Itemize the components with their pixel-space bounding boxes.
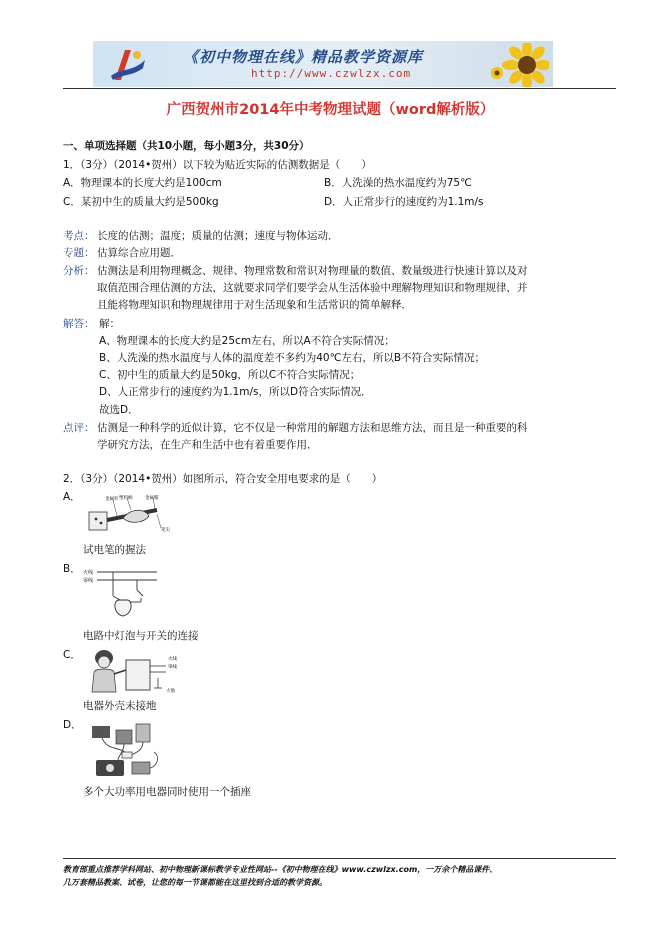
q1-kaodian-label: 考点：	[63, 230, 95, 242]
q2-stem: 2．（3分）（2014•贺州）如图所示，符合安全用电要求的是（ ）	[63, 473, 383, 485]
q1-kaodian: 长度的估测；温度；质量的估测；速度与物体运动．	[97, 230, 339, 242]
q2-option-d-caption: 多个大功率用电器同时使用一个插座	[83, 786, 251, 798]
sunflower-icon	[489, 43, 549, 87]
q1-fenxi-label: 分析：	[63, 265, 95, 277]
fig-a-label-plastic: 塑料柄	[119, 496, 133, 501]
q2-option-d-letter: D．	[63, 719, 82, 731]
site-logo-icon	[107, 46, 147, 82]
q1-option-a: A．物理课本的长度大约是100cm	[63, 177, 222, 189]
q2-option-a-letter: A．	[63, 491, 81, 503]
q1-fenxi-line3: 且能将物理知识和物理规律用于对生活现象和生活常识的简单解释．	[97, 299, 412, 311]
footer-rule	[63, 858, 616, 859]
fig-a-label-rod: 金属杆	[105, 497, 119, 502]
fig-a-label-cap: 金属帽	[145, 496, 159, 501]
fig-c-label-neutral: 零线	[168, 665, 177, 670]
fig-a-label-tip: 笔尖	[161, 528, 170, 532]
q2-option-b-letter: B．	[63, 563, 81, 575]
section-heading: 一、单项选择题（共10小题，每小题3分，共30分）	[63, 140, 310, 152]
lamp-switch-circuit-figure	[83, 566, 158, 621]
q1-dianping-line2: 学研究方法，在生产和生活中也有着重要作用．	[97, 439, 318, 451]
q1-fenxi-line1: 估测法是利用物理概念、规律、物理常数和常识对物理量的数值、数量级进行快速计算以及对	[97, 265, 528, 277]
q1-dianping-line1: 估测是一种科学的近似计算，它不仅是一种常用的解题方法和思维方法，而且是一种重要的科	[97, 422, 528, 434]
q1-zhuanti-label: 专题：	[63, 247, 95, 259]
q1-zhuanti: 估算综合应用题．	[97, 247, 181, 259]
ungrounded-appliance-figure	[88, 648, 183, 694]
footer-line-1: 教育部重点推荐学科网站、初中物理新课标教学专业性网站--《初中物理在线》www.czwlzx.com，一万余个精品课件、	[63, 865, 498, 874]
fig-c-label-ground: 大地	[166, 689, 175, 694]
footer-line-2: 几万套精品教案、试卷，让您的每一节课都能在这里找到合适的教学资源。	[63, 878, 327, 887]
q1-dianping-label: 点评：	[63, 422, 95, 434]
fig-c-label-live: 火线	[168, 657, 177, 662]
q1-fenxi-line2: 取值范围合理估测的方法，这就要求同学们要学会从生活体验中理解物理知识和物理规律，并	[97, 282, 528, 294]
overloaded-socket-figure	[88, 722, 163, 780]
header-rule	[63, 88, 616, 89]
q1-jieda-label: 解答：	[63, 318, 95, 330]
test-pen-grip-figure	[83, 494, 173, 532]
q2-option-c-letter: C．	[63, 649, 81, 661]
q1-jieda-c: C、初中生的质量大约是50kg，所以C不符合实际情况；	[99, 369, 361, 381]
q1-option-b: B．人洗澡的热水温度约为75℃	[324, 177, 472, 189]
q1-jieda-a: A、物理课本的长度大约是25cm左右，所以A不符合实际情况；	[99, 335, 395, 347]
header-banner	[93, 41, 553, 87]
q1-option-d: D．人正常步行的速度约为1.1m/s	[324, 196, 484, 208]
q2-option-b-caption: 电路中灯泡与开关的连接	[83, 630, 199, 642]
q1-jieda-answer: 故选D．	[99, 404, 139, 416]
q2-option-c-caption: 电器外壳未接地	[83, 700, 157, 712]
q1-stem: 1．（3分）（2014•贺州）以下较为贴近实际的估测数据是（ ）	[63, 159, 372, 171]
fig-b-label-live: 火线	[83, 570, 94, 576]
q1-jieda-d: D、人正常步行的速度约为1.1m/s，所以D符合实际情况．	[99, 386, 372, 398]
q1-jieda-b: B、人洗澡的热水温度与人体的温度差不多约为40℃左右，所以B不符合实际情况；	[99, 352, 486, 364]
q1-option-c: C．某初中生的质量大约是500kg	[63, 196, 219, 208]
banner-url[interactable]: http://www.czwlzx.com	[251, 67, 412, 80]
fig-b-label-neutral: 零线	[83, 578, 94, 584]
document-title: 广西贺州市2014年中考物理试题（word解析版）	[166, 102, 495, 118]
banner-title: 《初中物理在线》精品教学资源库	[183, 48, 424, 66]
q1-jieda-intro: 解：	[99, 318, 120, 330]
q2-option-a-caption: 试电笔的握法	[83, 544, 146, 556]
